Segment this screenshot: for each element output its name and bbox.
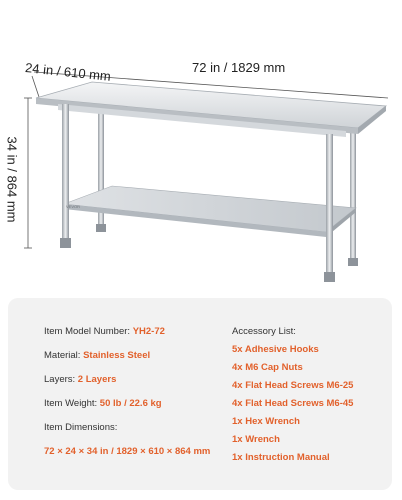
dimensions-value: 72 × 24 × 34 in / 1829 × 610 × 864 mm — [44, 446, 211, 457]
model-row — [44, 326, 165, 337]
front-left-foot — [60, 238, 71, 248]
front-right-leg — [326, 134, 333, 274]
accessory-item: 5x Adhesive Hooks — [232, 344, 319, 355]
accessory-item: 1x Hex Wrench — [232, 416, 300, 427]
layers-row — [44, 374, 116, 385]
accessory-item: 4x Flat Head Screws M6-45 — [232, 398, 354, 409]
rear-right-foot — [348, 258, 358, 266]
height-dimension-label: 34 in / 864 mm — [4, 136, 20, 223]
material-row — [44, 350, 150, 361]
brand-mark: VEVOR — [66, 204, 81, 209]
rear-right-leg — [350, 132, 356, 260]
accessory-item: 1x Wrench — [232, 434, 280, 445]
accessory-title: Accessory List: — [232, 326, 296, 337]
dimensions-label-row — [44, 422, 117, 433]
dimensions-label: Item Dimensions: — [44, 422, 118, 433]
width-dimension-label: 72 in / 1829 mm — [192, 60, 286, 75]
model-value: YH2-72 — [132, 326, 165, 337]
accessory-item: 4x M6 Cap Nuts — [232, 362, 303, 373]
model-label: Item Model Number: — [44, 326, 133, 337]
rear-left-foot — [96, 224, 106, 232]
accessory-item: 1x Instruction Manual — [232, 452, 330, 463]
material-label: Material: — [44, 350, 84, 361]
accessory-item: 4x Flat Head Screws M6-25 — [232, 380, 354, 391]
front-right-foot — [324, 272, 335, 282]
material-value: Stainless Steel — [83, 350, 151, 361]
spec-panel — [8, 298, 392, 490]
layers-value: 2 Layers — [77, 374, 117, 385]
weight-label: Item Weight: — [44, 398, 100, 409]
layers-label: Layers: — [44, 374, 78, 385]
weight-row — [44, 398, 162, 409]
weight-value: 50 lb / 22.6 kg — [99, 398, 162, 409]
depth-dimension-label: 24 in / 610 mm — [24, 60, 112, 84]
front-left-leg — [62, 104, 69, 240]
dimensions-value-row — [44, 446, 210, 457]
